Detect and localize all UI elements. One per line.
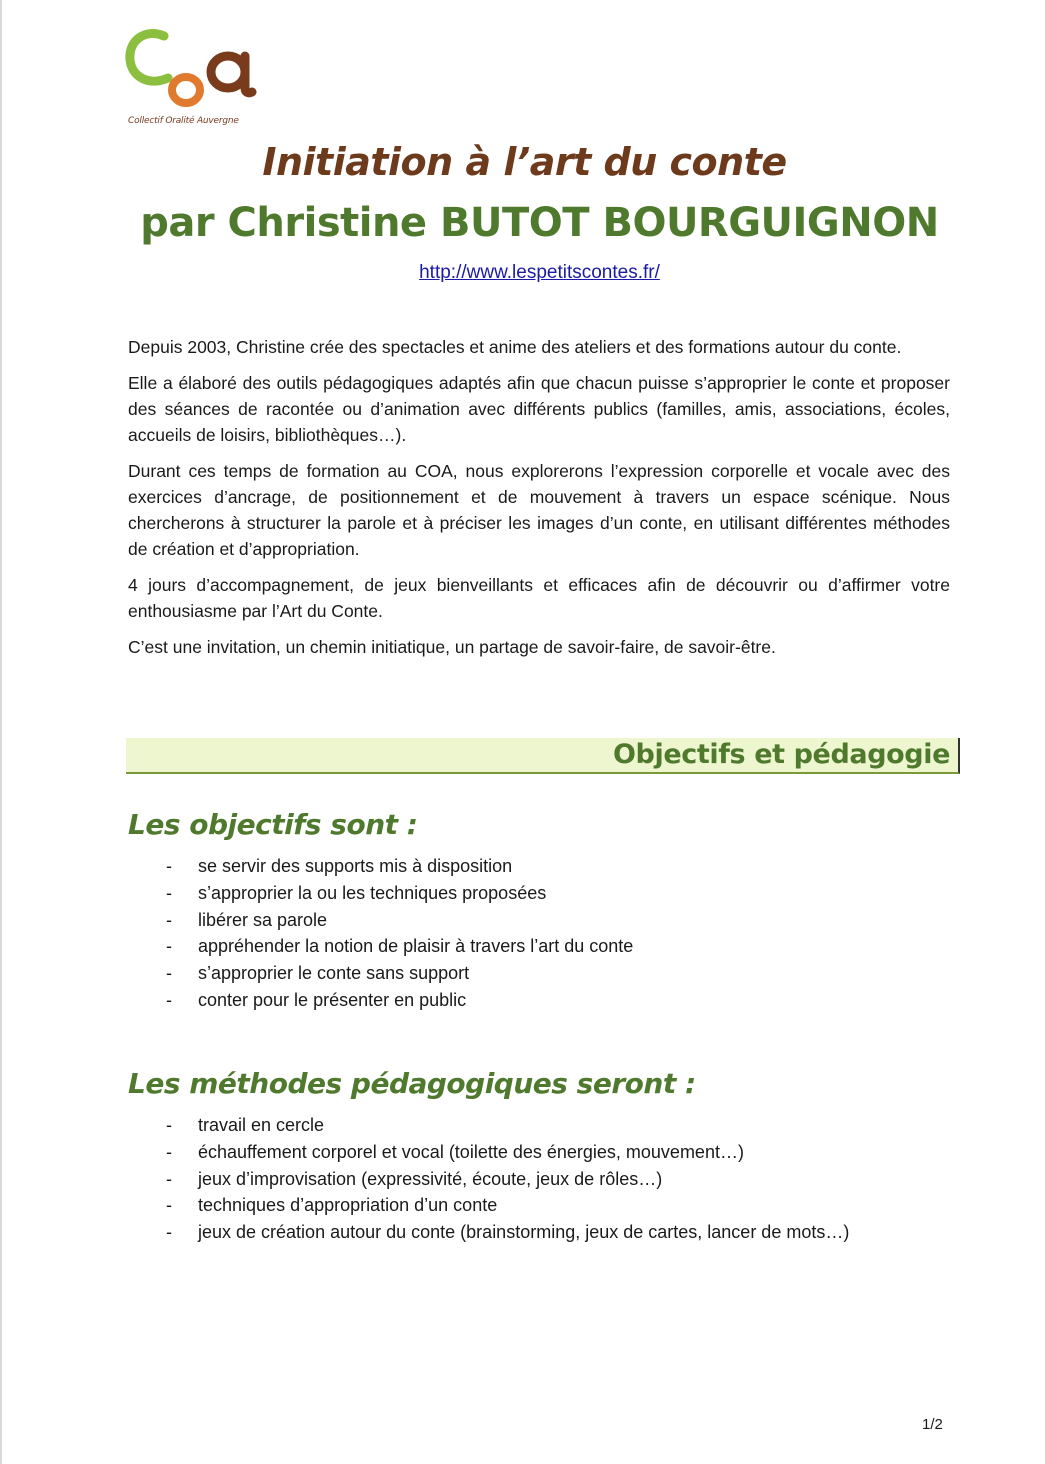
page-number: 1/2 <box>922 1416 943 1433</box>
list-item-text: échauffement corporel et vocal (toilette des énergies, mouvement…) <box>198 1141 744 1162</box>
bullet-dash: - <box>166 1195 172 1216</box>
list-item <box>162 1219 849 1246</box>
website-link[interactable]: http://www.lespetitscontes.fr/ <box>419 262 660 283</box>
list-item-text: se servir des supports mis à disposition <box>198 856 513 876</box>
intro-paragraph: Elle a élaboré des outils pédagogiques adaptés afin que chacun puisse s’approprier le conte et proposer des séances de racontée ou d’animation avec différents publics (familles, amis, associations, écoles, accueils de loisirs, bibliothèques…). <box>128 373 950 445</box>
list-item <box>162 1192 849 1219</box>
list-item-text: conter pour le présenter en public <box>198 989 467 1010</box>
list-item-text: libérer sa parole <box>198 909 328 930</box>
bullet-dash: - <box>166 882 172 903</box>
logo-letter-a-stem <box>245 56 252 93</box>
page-title: Initiation à l’art du conte <box>262 140 787 184</box>
coa-logo-mark <box>124 22 264 114</box>
list-item <box>162 1166 849 1193</box>
list-item <box>162 987 633 1014</box>
list-item <box>162 1139 849 1166</box>
bullet-dash: - <box>166 963 172 984</box>
list-item-text: techniques d’appropriation d’un conte <box>198 1195 498 1216</box>
section-banner-title: Objectifs et pédagogie <box>612 739 950 770</box>
list-item <box>162 880 633 907</box>
logo-letter-o <box>172 77 200 103</box>
list-item-text: jeux de création autour du conte (brainstorming, jeux de cartes, lancer de mots…) <box>198 1222 850 1243</box>
bullet-dash: - <box>166 1115 172 1135</box>
list-item <box>162 933 633 960</box>
bullet-dash: - <box>166 1168 172 1189</box>
objectives-list <box>162 853 633 1014</box>
logo-letter-c <box>130 33 168 81</box>
intro-paragraph: Depuis 2003, Christine crée des spectacles et anime des ateliers et des formations autour du conte. <box>128 337 902 357</box>
list-item-text: appréhender la notion de plaisir à travers l’art du conte <box>198 936 634 957</box>
logo-caption: Collectif Oralité Auvergne <box>128 116 239 126</box>
intro-text <box>128 334 950 670</box>
section-banner <box>126 738 960 774</box>
methods-heading: Les méthodes pédagogiques seront : <box>128 1067 696 1100</box>
logo-letter-a-bowl <box>211 56 245 88</box>
intro-paragraph: Durant ces temps de formation au COA, nous explorerons l’expression corporelle et vocale avec des exercices d’ancrage, de positionnement et de mouvement à travers un espace scénique. Nous chercherons à structurer la parole et à préciser les images d’un conte, en utilisant différentes méthodes de création et d’appropriation. <box>128 461 950 559</box>
bullet-dash: - <box>166 936 172 957</box>
list-item-text: travail en cercle <box>198 1115 325 1135</box>
objectives-heading: Les objectifs sont : <box>128 808 418 841</box>
bullet-dash: - <box>166 856 172 876</box>
list-item-text: jeux d’improvisation (expressivité, écoute, jeux de rôles…) <box>198 1168 663 1189</box>
bullet-dash: - <box>166 989 172 1010</box>
intro-paragraph: C’est une invitation, un chemin initiatique, un partage de savoir-faire, de savoir-être. <box>128 637 776 657</box>
intro-paragraph: 4 jours d’accompagnement, de jeux bienveillants et efficaces afin de découvrir ou d’affirmer votre enthousiasme par l’Art du Conte. <box>128 575 950 621</box>
list-item <box>162 853 633 880</box>
bullet-dash: - <box>166 909 172 930</box>
list-item-text: s’approprier la ou les techniques proposées <box>198 882 547 903</box>
list-item <box>162 907 633 934</box>
bullet-dash: - <box>166 1141 172 1162</box>
page-subtitle: par Christine BUTOT BOURGUIGNON <box>140 200 939 246</box>
methods-list <box>162 1112 849 1246</box>
list-item <box>162 960 633 987</box>
coa-logo <box>124 22 274 132</box>
list-item-text: s’approprier le conte sans support <box>198 963 470 984</box>
list-item <box>162 1112 849 1139</box>
bullet-dash: - <box>166 1222 172 1243</box>
